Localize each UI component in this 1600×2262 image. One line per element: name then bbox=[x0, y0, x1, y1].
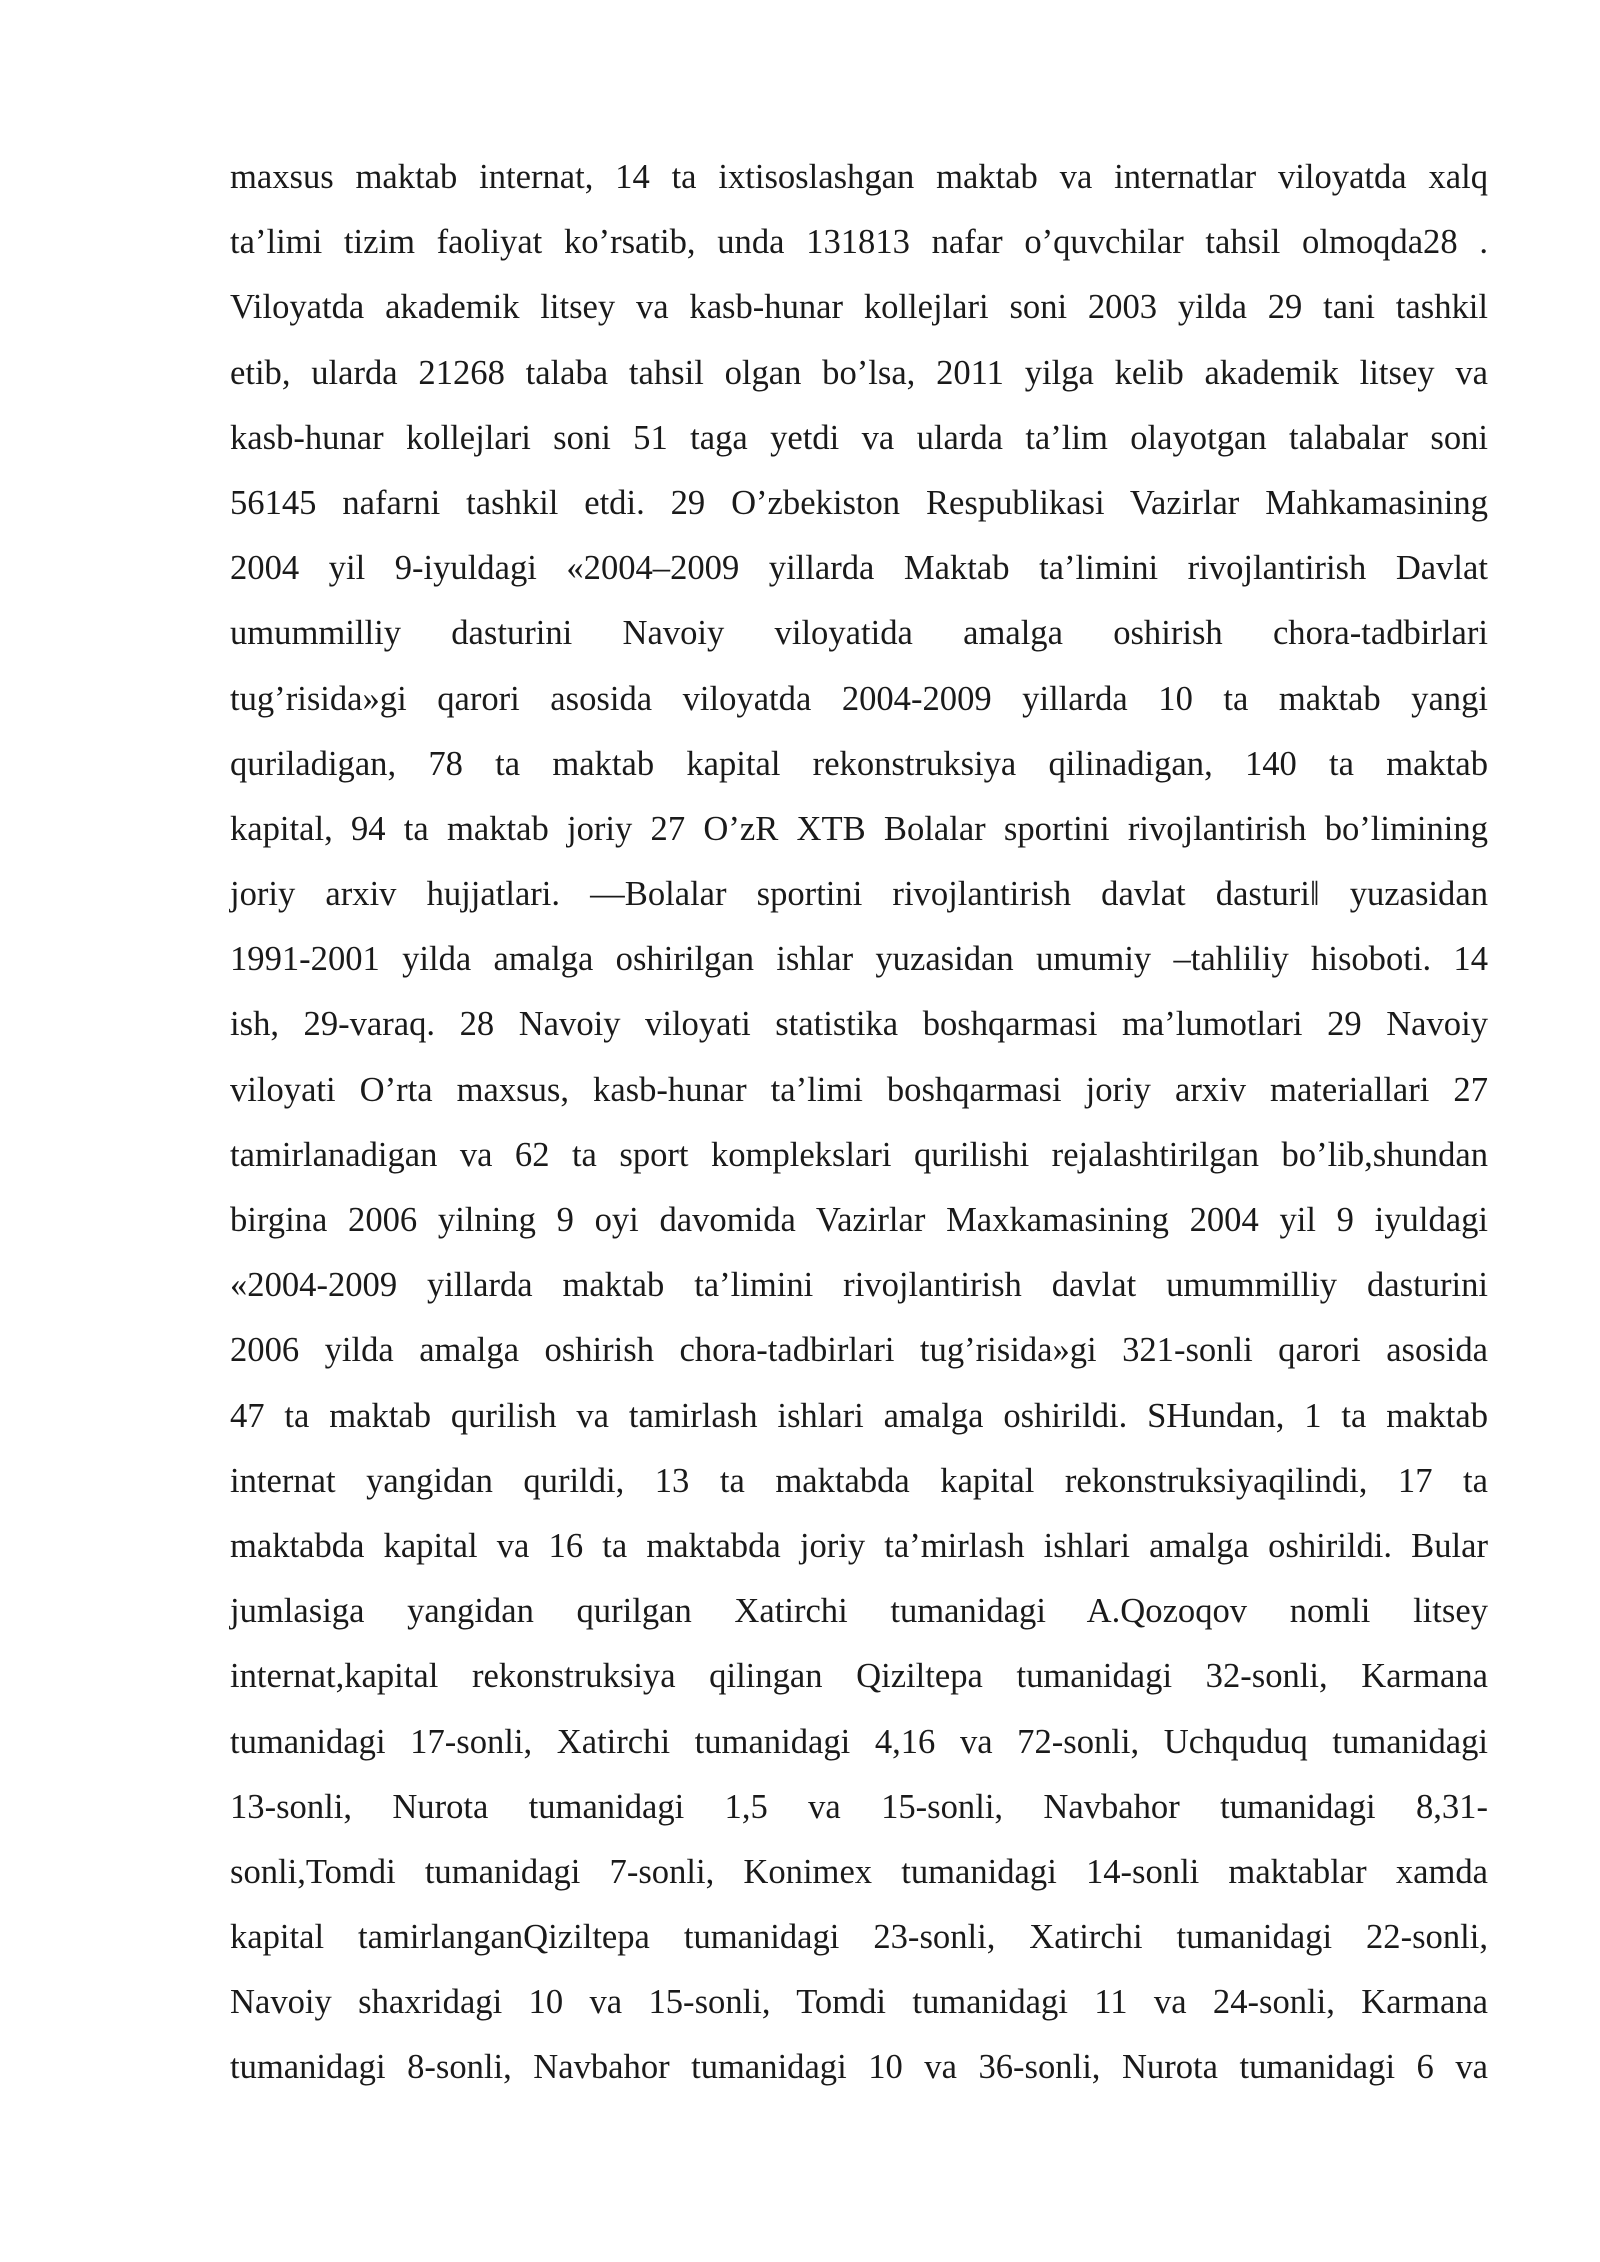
text-line: sonli,Tomdi tumanidagi 7-sonli, Konimex tumanidagi 14-sonli maktablar xamda bbox=[230, 1852, 1488, 1891]
text-line: Navoiy shaxridagi 10 va 15-sonli, Tomdi tumanidagi 11 va 24-sonli, Karmana bbox=[230, 1983, 1488, 2022]
text-line: maxsus maktab internat, 14 ta ixtisoslashgan maktab va internatlar viloyatda xalq bbox=[230, 158, 1488, 196]
text-line: «2004-2009 yillarda maktab ta’limini rivojlantirish davlat umummilliy dasturini bbox=[230, 1266, 1488, 1305]
text-line: 13-sonli, Nurota tumanidagi 1,5 va 15-sonli, Navbahor tumanidagi 8,31- bbox=[230, 1787, 1488, 1826]
text-line: joriy arxiv hujjatlari. ―Bolalar sportini rivojlantirish davlat dasturi‖ yuzasidan bbox=[230, 875, 1488, 914]
text-line: tamirlanadigan va 62 ta sport komplekslari qurilishi rejalashtirilgan bo’lib,shundan bbox=[230, 1135, 1488, 1174]
text-line: Viloyatda akademik litsey va kasb-hunar kollejlari soni 2003 yilda 29 tani tashkil bbox=[230, 288, 1488, 327]
text-line: 2004 yil 9-iyuldagi «2004–2009 yillarda Maktab ta’limini rivojlantirish Davlat bbox=[230, 549, 1488, 588]
text-line: kapital tamirlanganQiziltepa tumanidagi 23-sonli, Xatirchi tumanidagi 22-sonli, bbox=[230, 1918, 1488, 1957]
text-line: kasb-hunar kollejlari soni 51 taga yetdi va ularda ta’lim olayotgan talabalar soni bbox=[230, 418, 1488, 457]
text-line: 56145 nafarni tashkil etdi. 29 O’zbekiston Respublikasi Vazirlar Mahkamasining bbox=[230, 483, 1488, 522]
text-line: 47 ta maktab qurilish va tamirlash ishlari amalga oshirildi. SHundan, 1 ta maktab bbox=[230, 1396, 1488, 1435]
text-line: birgina 2006 yilning 9 oyi davomida Vazirlar Maxkamasining 2004 yil 9 iyuldagi bbox=[230, 1201, 1488, 1239]
text-line: tug’risida»gi qarori asosida viloyatda 2004-2009 yillarda 10 ta maktab yangi bbox=[230, 679, 1488, 718]
text-line: tumanidagi 8-sonli, Navbahor tumanidagi 10 va 36-sonli, Nurota tumanidagi 6 va bbox=[230, 2048, 1488, 2087]
text-line: internat yangidan qurildi, 13 ta maktabda kapital rekonstruksiyaqilindi, 17 ta bbox=[230, 1461, 1488, 1500]
text-line: quriladigan, 78 ta maktab kapital rekonstruksiya qilinadigan, 140 ta maktab bbox=[230, 744, 1488, 783]
body-text bbox=[230, 152, 1488, 2108]
text-line: maktabda kapital va 16 ta maktabda joriy ta’mirlash ishlari amalga oshirildi. Bular bbox=[230, 1526, 1488, 1565]
text-line: umummilliy dasturini Navoiy viloyatida amalga oshirish chora-tadbirlari bbox=[230, 614, 1488, 653]
text-line: 1991-2001 yilda amalga oshirilgan ishlar yuzasidan umumiy –tahliliy hisoboti. 14 bbox=[230, 940, 1488, 979]
text-line: tumanidagi 17-sonli, Xatirchi tumanidagi 4,16 va 72-sonli, Uchquduq tumanidagi bbox=[230, 1722, 1488, 1761]
text-line: kapital, 94 ta maktab joriy 27 O’zR XTB Bolalar sportini rivojlantirish bo’limining bbox=[230, 809, 1488, 848]
text-line: jumlasiga yangidan qurilgan Xatirchi tumanidagi A.Qozoqov nomli litsey bbox=[230, 1592, 1488, 1631]
text-line: etib, ularda 21268 talaba tahsil olgan bo’lsa, 2011 yilga kelib akademik litsey va bbox=[230, 353, 1488, 392]
text-line: viloyati O’rta maxsus, kasb-hunar ta’limi boshqarmasi joriy arxiv materiallari 27 bbox=[230, 1070, 1488, 1109]
text-line: internat,kapital rekonstruksiya qilingan Qiziltepa tumanidagi 32-sonli, Karmana bbox=[230, 1657, 1488, 1696]
text-line: ta’limi tizim faoliyat ko’rsatib, unda 131813 nafar o’quvchilar tahsil olmoqda28 . bbox=[230, 223, 1488, 262]
text-line: 2006 yilda amalga oshirish chora-tadbirlari tug’risida»gi 321-sonli qarori asosida bbox=[230, 1331, 1488, 1370]
text-line: ish, 29-varaq. 28 Navoiy viloyati statistika boshqarmasi ma’lumotlari 29 Navoiy bbox=[230, 1005, 1488, 1044]
